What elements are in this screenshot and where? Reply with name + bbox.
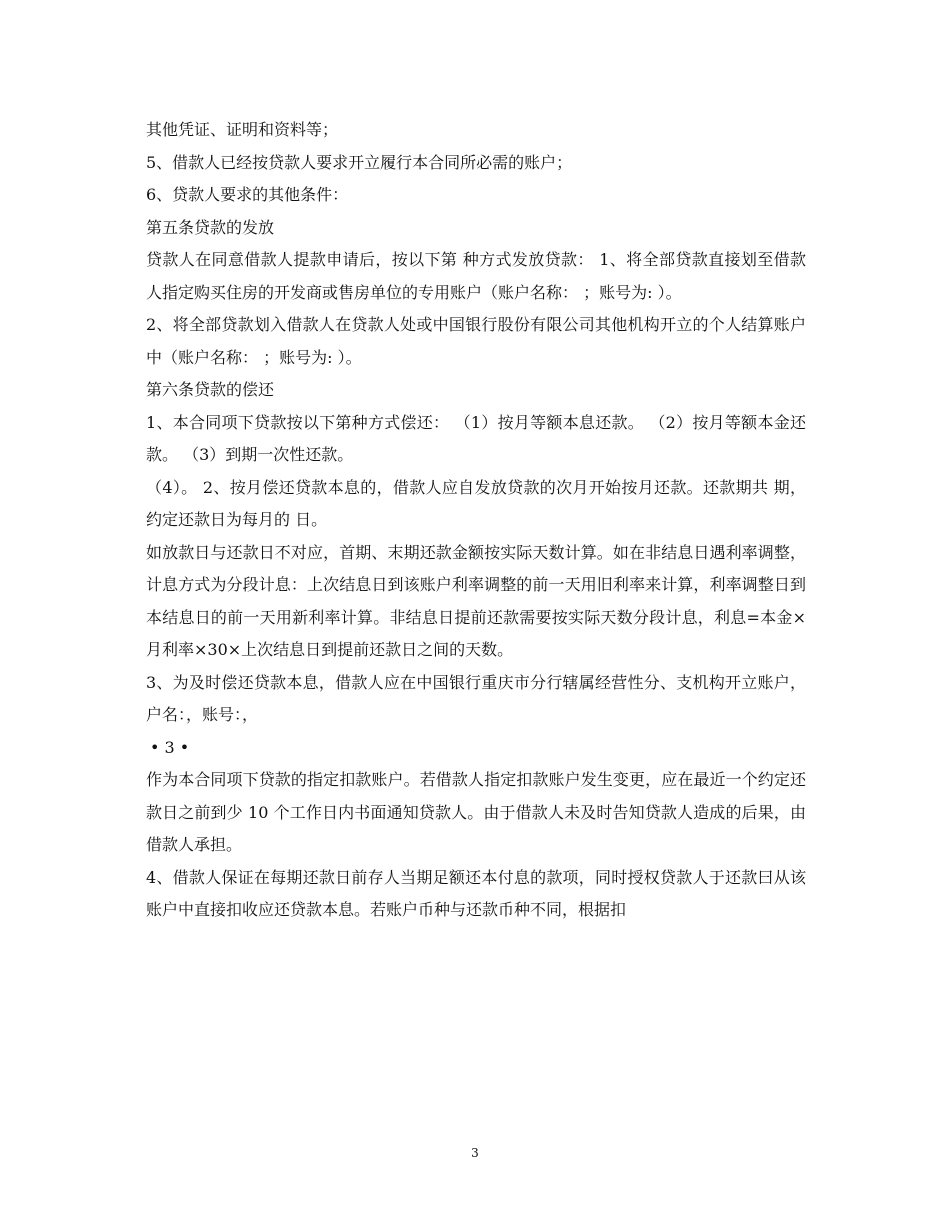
document-body [146, 114, 806, 927]
section-heading-article-6: 第六条贷款的偿还 [146, 380, 275, 399]
paragraph-debit-account: 作为本合同项下贷款的指定扣款账户。若借款人指定扣款账户发生变更，应在最近一个约定还款日之前到少 10 个工作日内书面通知贷款人。由于借款人未及时告知贷款人造成的后果，由借款人承担。 [146, 770, 806, 854]
paragraph-repayment-2: （4）。 2、按月偿还贷款本息的，借款人应自发放贷款的次月开始按月还款。还款期共 期，约定还款日为每月的 日。 [146, 477, 806, 529]
paragraph-item-6: 6、贷款人要求的其他条件： [146, 185, 349, 204]
paragraph-item-5: 5、借款人已经按贷款人要求开立履行本合同所必需的账户； [146, 152, 573, 172]
paragraph-continuation: 其他凭证、证明和资料等； [146, 120, 339, 139]
paragraph-repayment-3: 3、为及时偿还贷款本息，借款人应在中国银行重庆市分行辖属经营性分、支机构开立账户，户名：，账号：， [146, 672, 806, 724]
paragraph-disbursement-1: 贷款人在同意借款人提款申请后，按以下第 种方式发放贷款： 1、将全部贷款直接划至借款人指定购买住房的开发商或售房单位的专用账户（账户名称： ；账号为: ）。 [146, 250, 806, 302]
section-heading-article-5: 第五条贷款的发放 [146, 217, 275, 237]
inline-page-marker: • 3 • [150, 737, 190, 757]
paragraph-repayment-1: 1、本合同项下贷款按以下第种方式偿还： （1）按月等额本息还款。 （2）按月等额本金还款。 （3）到期一次性还款。 [146, 412, 806, 464]
paragraph-repayment-4: 4、借款人保证在每期还款日前存人当期足额还本付息的款项，同时授权贷款人于还款曰从该账户中直接扣收应还贷款本息。若账户币种与还款币种不同，根据扣 [146, 867, 806, 919]
page-number: 3 [471, 1146, 479, 1160]
paragraph-disbursement-2: 2、将全部贷款划入借款人在贷款人处或中国银行股份有限公司其他机构开立的个人结算账户中（账户名称： ；账号为: ）。 [146, 315, 806, 367]
paragraph-interest-calculation: 如放款日与还款日不对应，首期、末期还款金额按实际天数计算。如在非结息日遇利率调整，计息方式为分段计息：上次结息日到该账户利率调整的前一天用旧利率来计算，利率调整日到本结息日的前一天用新利率计算。非结息日提前还款需要按实际天数分段计息，利息=本金×月利率×30×上次结息日到提前还款日之间的天数。 [146, 542, 806, 659]
